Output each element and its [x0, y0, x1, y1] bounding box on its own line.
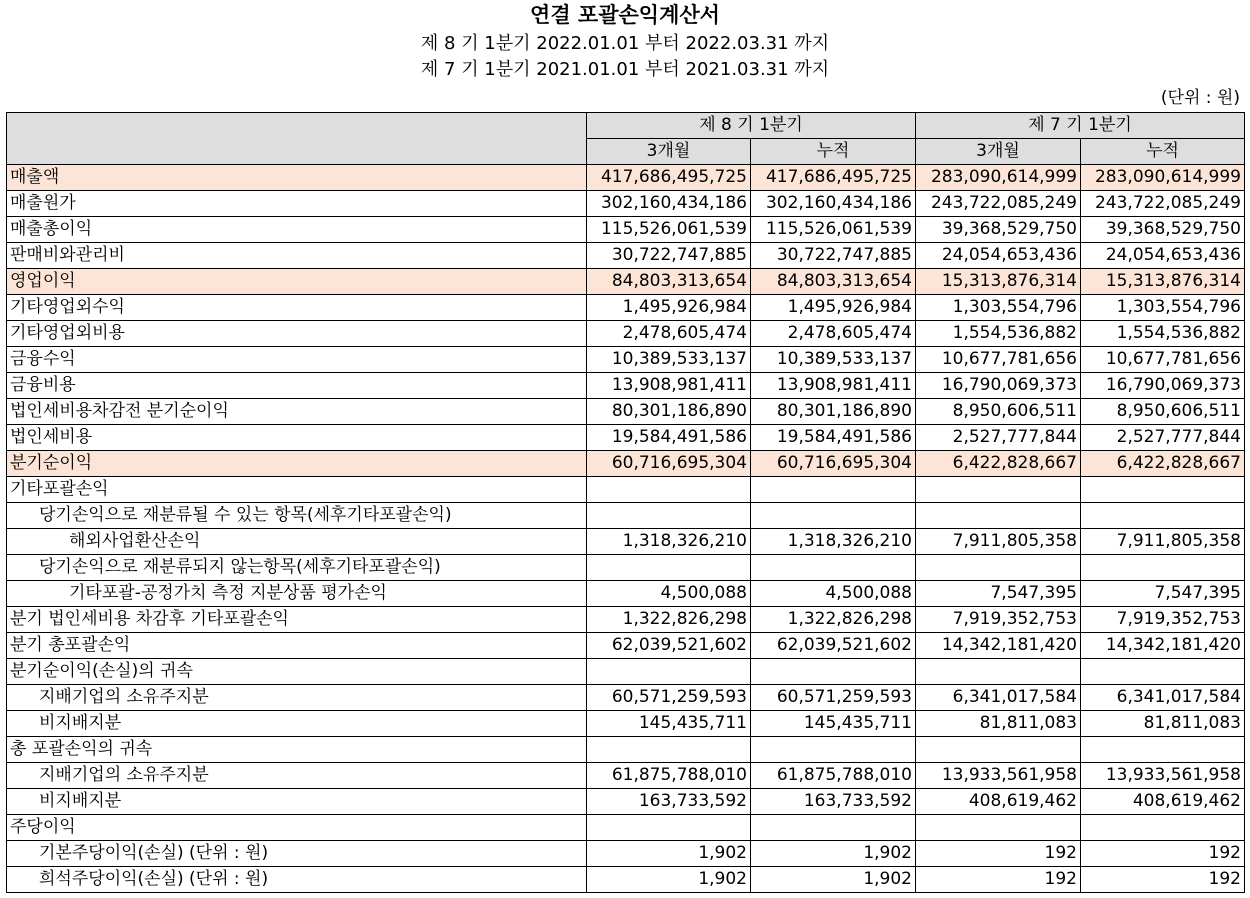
- prior-cumulative-value: 13,933,561,958: [1081, 763, 1245, 789]
- current-3m-value: 84,803,313,654: [587, 269, 751, 295]
- current-cumulative-value: 1,322,826,298: [751, 607, 916, 633]
- table-row: [7, 737, 1245, 763]
- prior-3m-value: 6,422,828,667: [916, 451, 1081, 477]
- current-3m-value: [587, 815, 751, 841]
- row-label: 기타포괄손익: [7, 477, 587, 503]
- current-cumulative-value: 10,389,533,137: [751, 347, 916, 373]
- table-row: [7, 321, 1245, 347]
- row-label: 총 포괄손익의 귀속: [7, 737, 587, 763]
- row-label: 주당이익: [7, 815, 587, 841]
- row-label: 판매비와관리비: [7, 243, 587, 269]
- prior-3m-value: 7,919,352,753: [916, 607, 1081, 633]
- current-cumulative-value: 61,875,788,010: [751, 763, 916, 789]
- current-3m-value: 163,733,592: [587, 789, 751, 815]
- prior-cumulative-value: 192: [1081, 841, 1245, 867]
- current-3m-value: 60,716,695,304: [587, 451, 751, 477]
- prior-3m-value: 81,811,083: [916, 711, 1081, 737]
- header-prior-period: 제 7 기 1분기: [916, 113, 1245, 139]
- prior-cumulative-value: 7,547,395: [1081, 581, 1245, 607]
- prior-cumulative-value: 8,950,606,511: [1081, 399, 1245, 425]
- current-cumulative-value: 2,478,605,474: [751, 321, 916, 347]
- prior-3m-value: 7,911,805,358: [916, 529, 1081, 555]
- header-prior-3m: 3개월: [916, 139, 1081, 165]
- table-row: [7, 607, 1245, 633]
- current-cumulative-value: 60,571,259,593: [751, 685, 916, 711]
- prior-cumulative-value: [1081, 477, 1245, 503]
- row-label: 당기손익으로 재분류되지 않는항목(세후기타포괄손익): [7, 555, 587, 581]
- prior-3m-value: 39,368,529,750: [916, 217, 1081, 243]
- current-cumulative-value: 1,902: [751, 867, 916, 893]
- table-row: [7, 633, 1245, 659]
- current-3m-value: [587, 503, 751, 529]
- prior-3m-value: 10,677,781,656: [916, 347, 1081, 373]
- row-label: 영업이익: [7, 269, 587, 295]
- table-row: [7, 425, 1245, 451]
- row-label: 분기 총포괄손익: [7, 633, 587, 659]
- prior-cumulative-value: 1,303,554,796: [1081, 295, 1245, 321]
- table-row: [7, 217, 1245, 243]
- table-row: [7, 477, 1245, 503]
- prior-3m-value: 16,790,069,373: [916, 373, 1081, 399]
- prior-cumulative-value: 7,911,805,358: [1081, 529, 1245, 555]
- table-row: [7, 815, 1245, 841]
- row-label: 금융비용: [7, 373, 587, 399]
- prior-cumulative-value: 81,811,083: [1081, 711, 1245, 737]
- prior-cumulative-value: 39,368,529,750: [1081, 217, 1245, 243]
- table-row: [7, 555, 1245, 581]
- header-current-period: 제 8 기 1분기: [587, 113, 916, 139]
- current-3m-value: 1,322,826,298: [587, 607, 751, 633]
- current-3m-value: 19,584,491,586: [587, 425, 751, 451]
- row-label: 희석주당이익(손실) (단위 : 원): [7, 867, 587, 893]
- prior-cumulative-value: 243,722,085,249: [1081, 191, 1245, 217]
- current-cumulative-value: 13,908,981,411: [751, 373, 916, 399]
- prior-cumulative-value: 24,054,653,436: [1081, 243, 1245, 269]
- table-row: [7, 685, 1245, 711]
- row-label: 기타영업외수익: [7, 295, 587, 321]
- statement-title: 연결 포괄손익계산서: [530, 3, 720, 27]
- prior-period: 제 7 기 1분기 2021.01.01 부터 2021.03.31 까지: [420, 59, 830, 80]
- current-period: 제 8 기 1분기 2022.01.01 부터 2022.03.31 까지: [420, 33, 830, 54]
- current-3m-value: 1,318,326,210: [587, 529, 751, 555]
- current-3m-value: 302,160,434,186: [587, 191, 751, 217]
- current-cumulative-value: 60,716,695,304: [751, 451, 916, 477]
- current-cumulative-value: 80,301,186,890: [751, 399, 916, 425]
- prior-3m-value: 1,554,536,882: [916, 321, 1081, 347]
- current-cumulative-value: 84,803,313,654: [751, 269, 916, 295]
- prior-3m-value: [916, 477, 1081, 503]
- prior-cumulative-value: 1,554,536,882: [1081, 321, 1245, 347]
- prior-3m-value: 15,313,876,314: [916, 269, 1081, 295]
- row-label: 지배기업의 소유주지분: [7, 763, 587, 789]
- current-3m-value: [587, 659, 751, 685]
- prior-cumulative-value: 15,313,876,314: [1081, 269, 1245, 295]
- prior-cumulative-value: 2,527,777,844: [1081, 425, 1245, 451]
- table-row: [7, 867, 1245, 893]
- prior-3m-value: 7,547,395: [916, 581, 1081, 607]
- prior-3m-value: 243,722,085,249: [916, 191, 1081, 217]
- header-prior-cumulative: 누적: [1081, 139, 1245, 165]
- table-row: [7, 191, 1245, 217]
- current-3m-value: 61,875,788,010: [587, 763, 751, 789]
- prior-3m-value: 13,933,561,958: [916, 763, 1081, 789]
- current-cumulative-value: 417,686,495,725: [751, 165, 916, 191]
- current-3m-value: 4,500,088: [587, 581, 751, 607]
- current-3m-value: [587, 477, 751, 503]
- current-3m-value: 30,722,747,885: [587, 243, 751, 269]
- unit-label: (단위 : 원): [1160, 88, 1240, 108]
- prior-cumulative-value: 283,090,614,999: [1081, 165, 1245, 191]
- current-cumulative-value: [751, 815, 916, 841]
- header-corner: [7, 113, 587, 165]
- current-3m-value: 60,571,259,593: [587, 685, 751, 711]
- row-label: 분기 법인세비용 차감후 기타포괄손익: [7, 607, 587, 633]
- prior-3m-value: 408,619,462: [916, 789, 1081, 815]
- current-3m-value: 1,902: [587, 841, 751, 867]
- prior-cumulative-value: 16,790,069,373: [1081, 373, 1245, 399]
- prior-3m-value: [916, 503, 1081, 529]
- table-row: [7, 269, 1245, 295]
- table-row: [7, 841, 1245, 867]
- current-cumulative-value: 30,722,747,885: [751, 243, 916, 269]
- current-3m-value: [587, 737, 751, 763]
- prior-cumulative-value: [1081, 555, 1245, 581]
- table-row: [7, 763, 1245, 789]
- prior-3m-value: 283,090,614,999: [916, 165, 1081, 191]
- table-row: [7, 295, 1245, 321]
- prior-3m-value: [916, 659, 1081, 685]
- row-label: 금융수익: [7, 347, 587, 373]
- current-3m-value: 1,495,926,984: [587, 295, 751, 321]
- table-row: [7, 529, 1245, 555]
- current-3m-value: 115,526,061,539: [587, 217, 751, 243]
- table-row: [7, 711, 1245, 737]
- current-cumulative-value: [751, 737, 916, 763]
- current-3m-value: 10,389,533,137: [587, 347, 751, 373]
- row-label: 기타포괄-공정가치 측정 지분상품 평가손익: [7, 581, 587, 607]
- current-3m-value: [587, 555, 751, 581]
- income-statement-table: [6, 112, 1245, 893]
- current-3m-value: 2,478,605,474: [587, 321, 751, 347]
- header-current-3m: 3개월: [587, 139, 751, 165]
- row-label: 매출원가: [7, 191, 587, 217]
- current-cumulative-value: 163,733,592: [751, 789, 916, 815]
- row-label: 매출액: [7, 165, 587, 191]
- table-row: [7, 165, 1245, 191]
- row-label: 비지배지분: [7, 711, 587, 737]
- prior-3m-value: 6,341,017,584: [916, 685, 1081, 711]
- row-label: 지배기업의 소유주지분: [7, 685, 587, 711]
- prior-cumulative-value: 408,619,462: [1081, 789, 1245, 815]
- row-label: 법인세비용차감전 분기순이익: [7, 399, 587, 425]
- table-row: [7, 451, 1245, 477]
- table-row: [7, 789, 1245, 815]
- row-label: 기본주당이익(손실) (단위 : 원): [7, 841, 587, 867]
- current-3m-value: 417,686,495,725: [587, 165, 751, 191]
- prior-3m-value: [916, 815, 1081, 841]
- current-3m-value: 1,902: [587, 867, 751, 893]
- prior-cumulative-value: 14,342,181,420: [1081, 633, 1245, 659]
- row-label: 기타영업외비용: [7, 321, 587, 347]
- current-cumulative-value: [751, 503, 916, 529]
- table-row: [7, 659, 1245, 685]
- prior-cumulative-value: 10,677,781,656: [1081, 347, 1245, 373]
- row-label: 법인세비용: [7, 425, 587, 451]
- current-cumulative-value: 1,495,926,984: [751, 295, 916, 321]
- current-cumulative-value: 62,039,521,602: [751, 633, 916, 659]
- prior-cumulative-value: 7,919,352,753: [1081, 607, 1245, 633]
- prior-cumulative-value: 6,422,828,667: [1081, 451, 1245, 477]
- prior-3m-value: 1,303,554,796: [916, 295, 1081, 321]
- prior-3m-value: 8,950,606,511: [916, 399, 1081, 425]
- table-row: [7, 581, 1245, 607]
- prior-cumulative-value: [1081, 659, 1245, 685]
- current-cumulative-value: 145,435,711: [751, 711, 916, 737]
- current-cumulative-value: 1,902: [751, 841, 916, 867]
- current-cumulative-value: [751, 555, 916, 581]
- prior-3m-value: 192: [916, 841, 1081, 867]
- current-cumulative-value: 302,160,434,186: [751, 191, 916, 217]
- row-label: 해외사업환산손익: [7, 529, 587, 555]
- current-3m-value: 145,435,711: [587, 711, 751, 737]
- current-cumulative-value: 1,318,326,210: [751, 529, 916, 555]
- header-row-periods: [7, 113, 1245, 139]
- header-current-cumulative: 누적: [751, 139, 916, 165]
- current-cumulative-value: [751, 477, 916, 503]
- table-row: [7, 373, 1245, 399]
- table-body: [7, 165, 1245, 893]
- current-cumulative-value: 4,500,088: [751, 581, 916, 607]
- prior-cumulative-value: 192: [1081, 867, 1245, 893]
- table-row: [7, 347, 1245, 373]
- row-label: 매출총이익: [7, 217, 587, 243]
- row-label: 비지배지분: [7, 789, 587, 815]
- current-cumulative-value: 19,584,491,586: [751, 425, 916, 451]
- table-row: [7, 503, 1245, 529]
- prior-cumulative-value: [1081, 503, 1245, 529]
- current-3m-value: 80,301,186,890: [587, 399, 751, 425]
- prior-3m-value: 14,342,181,420: [916, 633, 1081, 659]
- prior-cumulative-value: [1081, 737, 1245, 763]
- prior-3m-value: 192: [916, 867, 1081, 893]
- current-3m-value: 62,039,521,602: [587, 633, 751, 659]
- prior-3m-value: [916, 555, 1081, 581]
- table-row: [7, 399, 1245, 425]
- row-label: 당기손익으로 재분류될 수 있는 항목(세후기타포괄손익): [7, 503, 587, 529]
- prior-3m-value: 24,054,653,436: [916, 243, 1081, 269]
- prior-cumulative-value: [1081, 815, 1245, 841]
- row-label: 분기순이익: [7, 451, 587, 477]
- current-3m-value: 13,908,981,411: [587, 373, 751, 399]
- current-cumulative-value: 115,526,061,539: [751, 217, 916, 243]
- prior-3m-value: 2,527,777,844: [916, 425, 1081, 451]
- current-cumulative-value: [751, 659, 916, 685]
- prior-cumulative-value: 6,341,017,584: [1081, 685, 1245, 711]
- row-label: 분기순이익(손실)의 귀속: [7, 659, 587, 685]
- prior-3m-value: [916, 737, 1081, 763]
- table-row: [7, 243, 1245, 269]
